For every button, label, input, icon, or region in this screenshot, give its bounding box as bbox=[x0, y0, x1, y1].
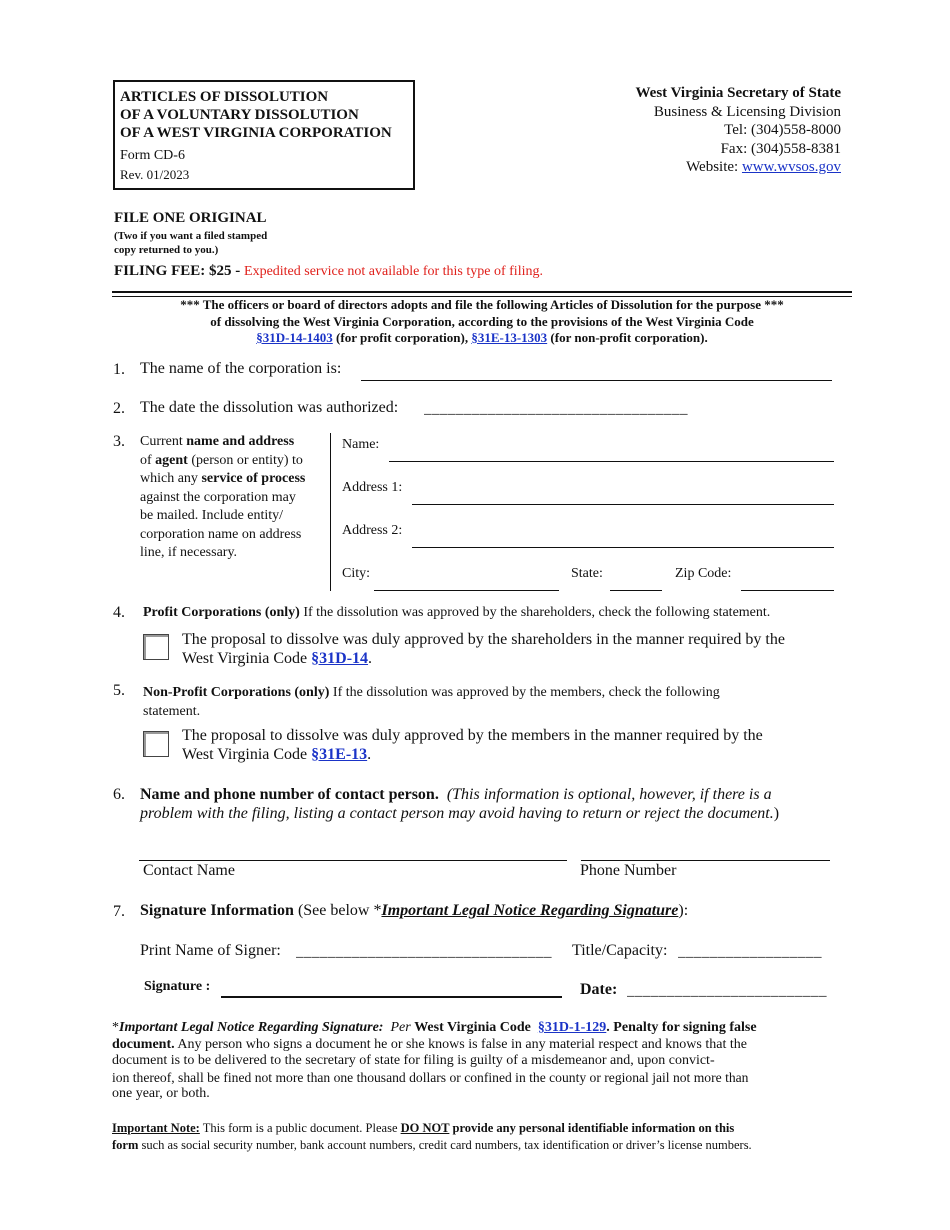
q7-text: (See below * bbox=[293, 902, 382, 919]
intro-line-1: *** The officers or board of directors adopts and file the following Articles of Dissolution for the purpose *** bbox=[180, 297, 784, 312]
agency-info bbox=[635, 84, 841, 177]
state-label: State: bbox=[571, 566, 603, 581]
important-text-1: This form is a public document. Please bbox=[199, 1121, 401, 1135]
contact-name-label: Contact Name bbox=[143, 862, 235, 879]
legal-penalty: . Penalty for signing false bbox=[606, 1020, 757, 1035]
q3-desc-text: Current bbox=[140, 434, 187, 449]
city-field[interactable] bbox=[374, 590, 559, 591]
print-name-field[interactable]: ________________________________ bbox=[296, 944, 552, 960]
q2-number: 2. bbox=[113, 400, 125, 417]
code-link-31d-1-129[interactable]: §31D-1-129 bbox=[537, 1020, 607, 1035]
legal-document: document. bbox=[112, 1036, 175, 1052]
q3-desc-text: be mailed. Include entity/ bbox=[140, 508, 284, 523]
signature-field[interactable] bbox=[221, 996, 562, 998]
legal-body-4: one year, or both. bbox=[112, 1086, 210, 1101]
q3-desc-bold: name and address bbox=[186, 434, 295, 449]
q3-desc-text: which any bbox=[140, 471, 202, 486]
q4-number: 4. bbox=[113, 604, 125, 621]
agent-name-label: Name: bbox=[342, 437, 380, 452]
q6-note-line-2: problem with the filing, listing a contact person may avoid having to return or reject the document. bbox=[140, 805, 774, 822]
filing-note bbox=[114, 229, 267, 257]
filing-note-line-1: (Two if you want a filed stamped bbox=[114, 230, 268, 242]
date-label: Date: bbox=[580, 981, 618, 998]
form-title-line-1: ARTICLES OF DISSOLUTION bbox=[120, 89, 329, 105]
form-id: Form CD-6 bbox=[120, 148, 185, 163]
q7-heading-line bbox=[140, 902, 688, 920]
title-capacity-label: Title/Capacity: bbox=[572, 942, 668, 959]
q5-statement bbox=[182, 726, 763, 764]
q4-statement-line-2: West Virginia Code bbox=[182, 650, 312, 667]
legal-body-2: document is to be delivered to the secretary of state for filing is guilty of a misdemeanor and, upon convict- bbox=[112, 1053, 715, 1068]
date-field[interactable]: _________________________ bbox=[627, 983, 827, 999]
legal-notice bbox=[112, 1020, 852, 1103]
website-label: Website: bbox=[686, 159, 739, 175]
q2-label: The date the dissolution was authorized: bbox=[140, 399, 399, 416]
q1-label: The name of the corporation is: bbox=[140, 360, 342, 377]
dissolution-date-field[interactable]: _________________________________ bbox=[424, 401, 688, 417]
q3-desc-text: corporation name on address bbox=[140, 526, 302, 542]
print-name-label: Print Name of Signer: bbox=[140, 942, 281, 959]
q3-desc-text: line, if necessary. bbox=[140, 545, 238, 560]
important-note-label: Important Note: bbox=[112, 1121, 200, 1135]
filing-fee-label: FILING FEE: $25 - bbox=[114, 263, 241, 279]
address-1-field[interactable] bbox=[412, 504, 834, 505]
agency-website bbox=[635, 158, 841, 177]
code-link-31e-13-1303[interactable]: §31E-13-1303 bbox=[471, 330, 548, 345]
q6-number: 6. bbox=[113, 786, 125, 803]
important-form: form bbox=[112, 1138, 139, 1152]
q4-statement-line-1: The proposal to dissolve was duly approved by the shareholders in the manner required by the bbox=[182, 631, 785, 648]
q3-vertical-divider bbox=[330, 433, 331, 591]
q7-number: 7. bbox=[113, 903, 125, 920]
q6-note-line-1: (This information is optional, however, if there is a bbox=[446, 786, 772, 803]
q6-text bbox=[140, 785, 779, 823]
q3-desc-text: against the corporation may bbox=[140, 489, 296, 505]
agency-name: West Virginia Secretary of State bbox=[635, 85, 841, 101]
important-text-3: such as social security number, bank account numbers, credit card numbers, tax identification or driver’s license numbers. bbox=[138, 1138, 752, 1152]
agency-fax: Fax: (304)558-8381 bbox=[720, 140, 841, 157]
agency-tel: Tel: (304)558-8000 bbox=[724, 122, 841, 138]
website-link[interactable]: www.wvsos.gov bbox=[741, 159, 841, 175]
q6-note-close: ) bbox=[773, 805, 780, 822]
zip-code-label: Zip Code: bbox=[675, 566, 732, 581]
state-field[interactable] bbox=[610, 590, 662, 591]
phone-number-field[interactable] bbox=[581, 860, 830, 861]
q3-desc-bold: service of process bbox=[201, 471, 306, 486]
filing-fee bbox=[114, 263, 543, 280]
signature-notice-reference: Important Legal Notice Regarding Signature bbox=[381, 902, 679, 919]
q4-statement bbox=[182, 630, 785, 668]
q6-heading: Name and phone number of contact person. bbox=[140, 786, 439, 803]
legal-body-3: ion thereof, shall be fined not more than one thousand dollars or confined in the county or regional jail not more than bbox=[112, 1069, 749, 1085]
q5-instruction bbox=[143, 683, 720, 721]
q5-statement-line-2: West Virginia Code bbox=[182, 746, 312, 763]
address-2-field[interactable] bbox=[412, 547, 834, 548]
filing-note-line-2: copy returned to you.) bbox=[114, 244, 219, 256]
shareholders-approval-checkbox[interactable] bbox=[143, 634, 169, 660]
intro-statement bbox=[112, 297, 852, 347]
q7-heading: Signature Information bbox=[140, 902, 294, 919]
zip-code-field[interactable] bbox=[741, 590, 834, 591]
form-revision: Rev. 01/2023 bbox=[120, 167, 190, 182]
file-one-original: FILE ONE ORIGINAL bbox=[114, 210, 267, 226]
city-label: City: bbox=[342, 566, 371, 581]
q3-number: 3. bbox=[113, 433, 125, 450]
agency-division: Business & Licensing Division bbox=[653, 103, 841, 120]
form-title-line-2: OF A VOLUNTARY DISSOLUTION bbox=[120, 107, 359, 123]
important-text-2: provide any personal identifiable information on this bbox=[449, 1121, 735, 1135]
corporation-name-field[interactable] bbox=[361, 380, 832, 381]
intro-for-profit-text: (for profit corporation), bbox=[336, 330, 469, 345]
intro-line-3 bbox=[112, 330, 852, 347]
filing-fee-note: Expedited service not available for this type of filing. bbox=[244, 264, 543, 279]
q3-desc-bold: agent bbox=[155, 452, 188, 468]
address-2-label: Address 2: bbox=[342, 523, 403, 538]
legal-heading: Important Legal Notice Regarding Signature: bbox=[119, 1020, 384, 1035]
code-link-31d-14[interactable]: §31D-14 bbox=[311, 650, 369, 667]
form-title-box bbox=[113, 80, 415, 190]
intro-line-2: of dissolving the West Virginia Corporation, according to the provisions of the West Virginia Code bbox=[210, 313, 754, 329]
divider-thick bbox=[112, 291, 852, 293]
contact-name-field[interactable] bbox=[139, 860, 567, 861]
important-note bbox=[112, 1120, 852, 1154]
q5-text: If the dissolution was approved by the members, check the following bbox=[329, 685, 720, 700]
q1-number: 1. bbox=[113, 361, 125, 378]
legal-per: Per bbox=[390, 1020, 411, 1035]
address-1-label: Address 1: bbox=[342, 480, 403, 495]
q4-period: . bbox=[368, 650, 373, 667]
q3-desc-text: (person or entity) to bbox=[187, 452, 303, 468]
q4-text: If the dissolution was approved by the shareholders, check the following statement. bbox=[299, 605, 771, 620]
legal-star: * bbox=[112, 1020, 119, 1035]
q4-instruction bbox=[143, 605, 770, 621]
q4-heading: Profit Corporations (only) bbox=[143, 605, 300, 620]
q3-description bbox=[140, 433, 328, 563]
q5-text-line-2: statement. bbox=[143, 704, 201, 719]
q3-desc-text: of bbox=[140, 452, 156, 468]
form-title-line-3: OF A WEST VIRGINIA CORPORATION bbox=[120, 125, 392, 141]
code-link-31e-13[interactable]: §31E-13 bbox=[311, 746, 368, 763]
agent-name-field[interactable] bbox=[389, 461, 834, 462]
title-capacity-field[interactable]: __________________ bbox=[678, 944, 822, 960]
intro-non-profit-text: (for non-profit corporation). bbox=[550, 330, 708, 345]
q5-heading: Non-Profit Corporations (only) bbox=[143, 685, 330, 700]
signature-label: Signature : bbox=[144, 979, 211, 994]
phone-number-label: Phone Number bbox=[580, 862, 677, 879]
legal-code: West Virginia Code bbox=[414, 1020, 531, 1035]
members-approval-checkbox[interactable] bbox=[143, 731, 169, 757]
q7-close: ): bbox=[678, 902, 689, 919]
legal-body-1: Any person who signs a document he or she knows is false in any material respect and knows that the bbox=[174, 1036, 747, 1052]
q5-period: . bbox=[367, 746, 372, 763]
q5-number: 5. bbox=[113, 682, 125, 699]
do-not-emphasis: DO NOT bbox=[400, 1121, 450, 1135]
code-link-31d-14-1403[interactable]: §31D-14-1403 bbox=[256, 330, 333, 345]
q5-statement-line-1: The proposal to dissolve was duly approved by the members in the manner required by the bbox=[182, 727, 763, 744]
